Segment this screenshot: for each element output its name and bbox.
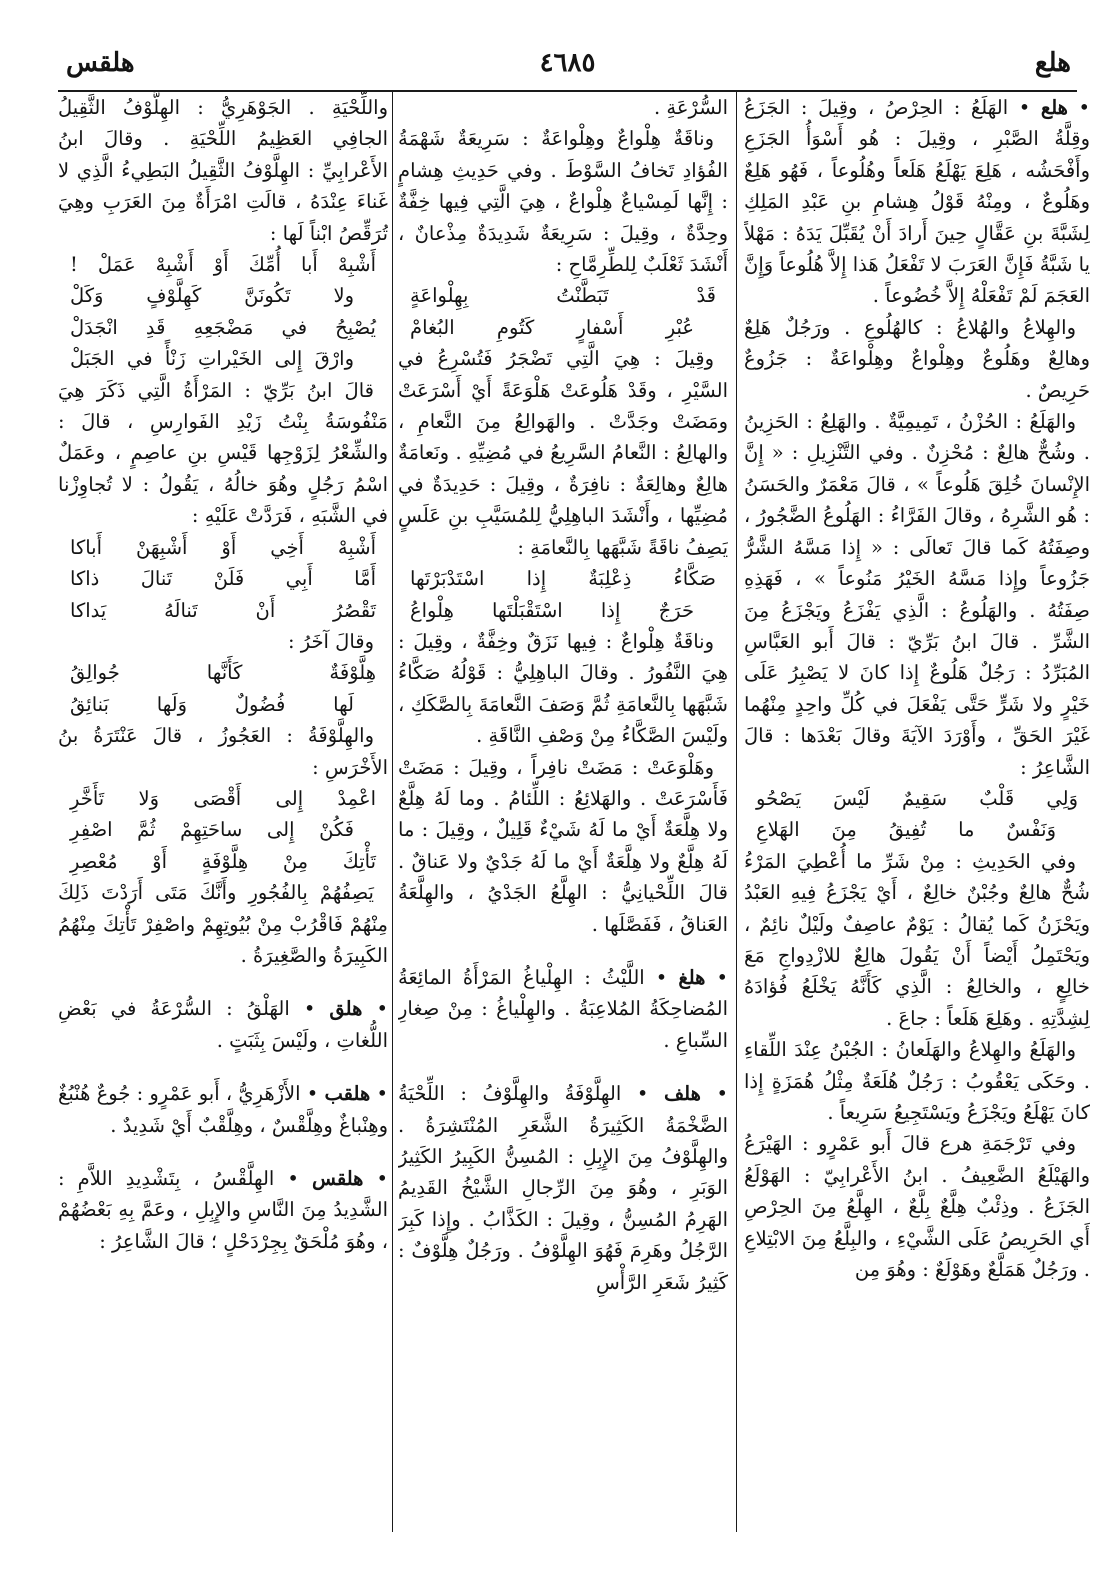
verse-line: عُبْرِ أَسْفارٍ كَتُومِ البُغامْ: [410, 315, 694, 339]
entry-halqas: • هلقس • الهِلَّقْسُ ، بِتَشْدِيدِ اللاَّمِ : الشَّدِيدُ مِنَ النَّاسِ والإِبِلِ ، وعَمَّ بِهِ بَعْضُهُمْ ، وهُوَ مُلْحَقٌ بِجِرْدَحْلٍ ؛ قالَ الشَّاعِرُ :: [58, 1167, 388, 1253]
column-right: [744, 92, 1090, 1532]
verse: [744, 783, 1090, 846]
verse-line: وارْقَ إِلى الخَيْراتِ زَنْأً في الجَبَلْ: [70, 347, 354, 371]
paragraph: وفي تَرْجَمَةِ هرع قالَ أَبو عَمْرٍو : الهَيْرَعُ والهَيْلَعُ الضَّعِيفُ . ابنُ الأَعْرابِيّ : الهَوْلَعُ الجَزَعُ . وذِئْبٌ هِلَّعٌ بِلَّعٌ ، الهِلَّعُ مِنَ الحِرْصِ أَي الحَرِيصُ عَلَى الشَّيْءِ ، والبِلَّعُ مِنَ الابْتِلاعِ . ورَجُلٌ هَمَلَّعٌ وهَوْلَعٌ : وهُوَ مِن: [744, 1132, 1090, 1282]
verse: [58, 532, 388, 626]
entry-text: الأَزْهَرِيُّ ، أَبو عَمْرٍو : جُوعٌ هُنْبُغٌ وهِنْباغٌ وهِلَّقْسٌ ، وهِلَّقْبٌ أَيْ شَدِيدٌ .: [58, 1082, 388, 1137]
page-header: [58, 44, 1077, 92]
entry-text: الهَلْقُ : السُّرْعَةُ في بَعْضِ اللُّغاتِ ، ولَيْسَ بِثَبَتٍ .: [58, 997, 388, 1052]
entry-headword: هلقس: [311, 1167, 364, 1190]
header-right-headword: هلع: [1034, 48, 1071, 78]
paragraph: وناقَةٌ هِلْواعٌ وهِلْواعَةٌ : سَرِيعَةٌ شَهْمَةُ الفُؤادِ تَخافُ السَّوْطَ . وفي حَدِيثِ هِشامٍ : إِنَّها لَمِسْياعٌ هِلْواعٌ ، هِيَ الَّتِي فِيها خِفَّةٌ وحِدَّةٌ ، وقِيلَ : سَرِيعَةٌ شَدِيدَةٌ مِذْعانٌ ، أَنْشَدَ ثَعْلَبٌ لِلطِّرِمَّاحِ :: [398, 127, 728, 277]
paragraph: السُّرْعَةِ .: [653, 96, 728, 119]
verse: [398, 563, 728, 626]
verse: [58, 783, 388, 877]
entry-text: الهِلَّوْفَةُ والهِلَّوْفُ : اللِّحْيَةُ الضَّخْمَةُ الكَثِيرَةُ الشَّعَرِ المُنْتَشِرَةُ . والهِلَّوْفُ مِنَ الإِبِلِ : المُسِنُّ الكَبِيرُ الكَثِيرُ الوَبَرِ ، وهُوَ مِنَ الرِّجالِ الشَّيْخُ القَدِيمُ الهَرِمُ المُسِنُّ ، وقِيلَ : الكَذَّابُ . وإِذا كَبِرَ الرَّجُلُ وهَرِمَ فَهُوَ الهِلَّوْفُ . ورَجُلٌ هِلَّوْفٌ : كَثِيرُ شَعَرِ الرَّأْسِ: [398, 1082, 728, 1294]
verse-line: تَقْصُرُ أَنْ تَنالَهُ يَداكا: [70, 598, 376, 622]
verse-line: وَلِي قَلْبٌ سَقِيمٌ لَيْسَ يَصْحُو: [756, 786, 1078, 810]
entry-hala: • هلع • الهَلَعُ : الحِرْصُ ، وقِيلَ : الجَزَعُ وقِلَّةُ الصَّبْرِ ، وقِيلَ : هُو أَسْوَأُ الجَزَعِ وأَفْحَشُه ، هَلِعَ يَهْلَعُ هَلَعاً وهُلُوعاً ، فَهُو هَلِعٌ وهَلُوعٌ ، ومِنْهُ قَوْلُ هِشامِ بنِ عَبْدِ المَلِكِ لِشَبَّةَ بنِ عَقَّالٍ حِينَ أَرادَ أَنْ يُقَبِّلَ يَدَهُ : مَهْلاً يا شَبَّةُ فَإِنَّ العَرَبَ لا تَفْعَلُ هَذا إِلاَّ هُلُوعاً وَإِنَّ العَجَمَ لَمْ تَفْعَلْهُ إِلاَّ خُضُوعاً .: [744, 96, 1090, 308]
paragraph: والهِلَّوْفَةُ : العَجُوزُ ، قالَ عَنْتَرَةُ بنُ الأَخْرَسِ :: [58, 724, 388, 779]
paragraph: قالَ ابنُ بَرِّيّ : المَرْأَةُ الَّتِي ذَكَرَ هِيَ مَنْفُوسَةُ بِنْتُ زَيْدِ الفَوارِسِ ، قالَ : والشِّعْرُ لِزَوْجِها قَيْسِ بنِ عاصِمٍ ، وعَمَلٌ اسْمُ رَجُلٍ وهُوَ خالُهُ ، يَقُولُ : لا تُجاوِزْنا في الشَّبَهِ ، فَرَدَّتْ عَلَيْهِ :: [58, 378, 388, 528]
column-middle: [398, 92, 728, 1532]
verse: [58, 657, 388, 720]
entry-headword: هلف: [663, 1082, 701, 1106]
header-left-headword: هلقس: [66, 48, 135, 78]
verse-line: وَنَفْسٌ ما تُفِيقُ مِنَ الهَلاعِ: [756, 818, 1056, 842]
entry-text: اللَّيْثُ : الهِلْياغُ المَرْأَةُ المائِعَةُ المُضاحِكَةُ المُلاعِبَةُ . والهِلْياغُ : مِنْ صِغارِ السِّباعِ .: [398, 965, 728, 1052]
paragraph: وقِيلَ : هِيَ الَّتِي تَضْجَرُ فَتُسْرِعُ في السَّيْرِ ، وقَدْ هَلُوعَتْ هَلْوَعَةً أَيْ أَسْرَعَتْ ومَضَتْ وجَدَّتْ . والهَوالِعُ مِنَ النَّعامِ ، والهالِعُ : النَّعامُ السَّرِيعُ في مُضِيِّهِ . ونَعامَةٌ هالِعٌ وهالِعَةٌ : نافِرَةٌ ، وقِيلَ : حَدِيدَةٌ في مُضِيِّها ، وأَنْشَدَ الباهِلِيُّ لِلمُسَيَّبِ بنِ عَلَسٍ يَصِفُ ناقَةً شَبَّهَها بِالنَّعامَةِ :: [398, 347, 728, 559]
verse-line: اعْمِدْ إِلى أَقْصَى وَلا تَأَخَّرِ: [70, 786, 376, 810]
entry-halqab: • هلقب • الأَزْهَرِيُّ ، أَبو عَمْرٍو : جُوعٌ هُنْبُغٌ وهِنْباغٌ وهِلَّقْسٌ ، وهِلَّقْبٌ أَيْ شَدِيدٌ .: [58, 1082, 388, 1137]
paragraph: واللِّحْيَةِ . الجَوْهَرِيُّ : الهِلَّوْفُ الثَّقِيلُ الجافِي العَظِيمُ اللِّحْيَةِ . وقالَ ابنُ الأَعْرابِيِّ : الهِلَّوْفُ الثَّقِيلُ البَطِيءُ الَّذِي لا غَناءَ عِنْدَهُ ، قالَتِ امْرَأَةٌ مِنَ العَرَبِ وهِيَ تُرَقِّصُ ابْناً لَها :: [58, 96, 388, 245]
verse: [398, 280, 728, 343]
paragraph: يَصِفُهُمْ بِالفُجُورِ وأَنَّكَ مَتَى أَرَدْتَ ذَلِكَ مِنْهُمْ فَاقْرُبْ مِنْ بُيُوتِهِمْ واصْفِرْ تَأْتِكَ مِنْهُمُ الكَبِيرَةُ والصَّغِيرَةُ .: [58, 881, 388, 967]
verse-line: هِلَّوْفَةٌ كَأَنَّها جُوالِقُ: [70, 661, 376, 685]
verse-line: قَدْ تَبَطَّنْتُ بِهِلْواعَةٍ: [410, 284, 716, 308]
entry-headword: هلقب: [324, 1082, 371, 1106]
entry-text: الهَلَعُ : الحِرْصُ ، وقِيلَ : الجَزَعُ وقِلَّةُ الصَّبْرِ ، وقِيلَ : هُو أَسْوَأُ الجَزَعِ وأَفْحَشُه ، هَلِعَ يَهْلَعُ هَلَعاً وهُلُوعاً ، فَهُو هَلِعٌ وهَلُوعٌ ، ومِنْهُ قَوْلُ هِشامِ بنِ عَبْدِ المَلِكِ لِشَبَّةَ بنِ عَقَّالٍ حِينَ أَرادَ أَنْ يُقَبِّلَ يَدَهُ : مَهْلاً يا شَبَّةُ فَإِنَّ العَرَبَ لا تَفْعَلُ هَذا إِلاَّ هُلُوعاً وَإِنَّ العَجَمَ لَمْ تَفْعَلْهُ إِلاَّ خُضُوعاً .: [744, 96, 1090, 308]
verse-line: حَرَجٌ إِذا اسْتَقْبَلْتَها هِلْواعُ: [410, 598, 694, 622]
paragraph: وقالَ آخَرُ :: [287, 629, 374, 653]
column-divider-left: [392, 92, 393, 1532]
verse-line: يُصْبِحُ في مَضْجَعِهِ قَدِ انْجَدَلْ: [70, 315, 376, 339]
verse-line: تَأْتِكَ مِنْ هِلَّوْفَةٍ أَوْ مُعْصِرِ: [70, 849, 376, 873]
entry-halaq: • هلق • الهَلْقُ : السُّرْعَةُ في بَعْضِ اللُّغاتِ ، ولَيْسَ بِثَبَتٍ .: [58, 997, 388, 1052]
verse-line: صَكَّاءُ ذِعْلِبَةٌ إِذا اسْتَدْبَرْتَها: [410, 567, 716, 591]
verse-line: أَمَّا أَبِي فَلَنْ تَنالَ ذاكا: [70, 567, 376, 591]
entry-headword: هلق: [329, 997, 363, 1021]
paragraph: والهَلَعُ والهِلاعُ والهَلَعانُ : الجُبْنُ عِنْدَ اللِّقاءِ . وحَكَى يَعْقُوبُ : رَجُلٌ هُلَعَةٌ مِثْلُ هُمَزَةٍ إِذا كانَ يَهْلَعُ ويَجْزَعُ ويَسْتَجِيعُ سَرِيعاً .: [744, 1038, 1090, 1124]
column-left: [58, 92, 388, 1532]
entry-headword: هلغ: [678, 965, 706, 989]
column-divider-right: [736, 92, 737, 1532]
verse-line: أَشْبِهْ أَبا أُمِّكَ أَوْ أَشْبِهْ عَمَلْ !: [70, 253, 376, 277]
verse-line: أَشْبِهْ أَخِي أَوْ أَشْبِهَنْ أَباكا: [70, 535, 376, 559]
entry-text: الهِلَّقْسُ ، بِتَشْدِيدِ اللاَّمِ : الشَّدِيدُ مِنَ النَّاسِ والإِبِلِ ، وعَمَّ بِهِ بَعْضُهُمْ ، وهُوَ مُلْحَقٌ بِجِرْدَحْلٍ ؛ قالَ الشَّاعِرُ :: [58, 1167, 388, 1253]
entry-headword: هلع: [1040, 96, 1068, 119]
paragraph: والهَلَعُ : الحُزْنُ ، تَمِيمِيَّةٌ . والهَلِعُ : الحَزِينُ . وشُحٌّ هالِعٌ : مُحْزِنٌ . وفي التَّنْزِيلِ : « إِنَّ الإِنْسانَ خُلِقَ هَلُوعاً » ، قالَ مَعْمَرٌ والحَسَنُ : هُو الشَّرِهُ ، وقالَ الفَرَّاءُ : الهَلُوعُ الضَّجُورُ ، وصِفَتُهُ كَما قالَ تَعالَى : « إِذا مَسَّهُ الشَّرُّ جَزُوعاً وإِذا مَسَّهُ الخَيْرُ مَنُوعاً » ، فَهَذِهِ صِفَتُهُ . والهَلُوعُ : الَّذِي يَفْزَعُ ويَجْزَعُ مِنَ الشَّرِّ . قالَ ابنُ بَرِّيّ : قالَ أَبو العَبَّاسِ المُبَرِّدُ : رَجُلٌ هَلُوعٌ إِذا كانَ لا يَصْبِرُ عَلَى خَيْرٍ ولا شَرٍّ حَتَّى يَفْعَلَ في كُلِّ واحِدٍ مِنْهُما غَيْرَ الحَقِّ ، وأَوْرَدَ الآيَةَ وقالَ بَعْدَها : قالَ الشَّاعِرُ :: [744, 410, 1090, 779]
page-number: ٤٦٨٥: [539, 48, 596, 78]
paragraph: وفي الحَدِيثِ : مِنْ شَرِّ ما أُعْطِيَ المَرْءُ شُحٌّ هالِعٌ وجُبْنٌ خالِعٌ ، أَيْ يَجْزَعُ فِيهِ العَبْدُ ويَحْزَنُ كَما يُقالُ : يَوْمٌ عاصِفٌ ولَيْلٌ نائِمٌ ، ويَحْتَمِلُ أَيْضاً أَنْ يَقُولَ هالِعٌ للازْدِواجِ مَعَ خالِعٍ ، والخالِعُ : الَّذِي كَأَنَّهُ يَخْلَعُ فُؤادَهُ لِشِدَّتِهِ . وهَلِعَ هَلَعاً : جاعَ .: [744, 849, 1090, 1030]
paragraph: وهَلْوَعَتْ : مَضَتْ نافِراً ، وقِيلَ : مَضَتْ فَأَسْرَعَتْ . والهَلائِعُ : اللِّئامُ . وما لَهُ هِلَّعٌ ولا هِلَّعَةٌ أَيْ ما لَهُ شَيْءٌ قَلِيلٌ ، وقِيلَ : ما لَهُ هِلَّعٌ ولا هِلَّعَةٌ أَيْ ما لَهُ جَدْيٌ ولا عَناقٌ . قالَ اللِّحْيانِيُّ : الهِلَّعُ الجَدْيُ ، والهِلَّعَةُ العَناقُ ، فَفَصَّلَها .: [398, 755, 728, 936]
verse-line: لَها فُضُولٌ وَلَها بَنائِقُ: [70, 692, 354, 716]
entry-halaf: • هلف • الهِلَّوْفَةُ والهِلَّوْفُ : اللِّحْيَةُ الضَّخْمَةُ الكَثِيرَةُ الشَّعَرِ المُنْتَشِرَةُ . والهِلَّوْفُ مِنَ الإِبِلِ : المُسِنُّ الكَبِيرُ الكَثِيرُ الوَبَرِ ، وهُوَ مِنَ الرِّجالِ الشَّيْخُ القَدِيمُ الهَرِمُ المُسِنُّ ، وقِيلَ : الكَذَّابُ . وإِذا كَبِرَ الرَّجُلُ وهَرِمَ فَهُوَ الهِلَّوْفُ . ورَجُلٌ هِلَّوْفٌ : كَثِيرُ شَعَرِ الرَّأْسِ: [398, 1082, 728, 1294]
entry-halagh: • هلغ • اللَّيْثُ : الهِلْياغُ المَرْأَةُ المائِعَةُ المُضاحِكَةُ المُلاعِبَةُ . والهِلْياغُ : مِنْ صِغارِ السِّباعِ .: [398, 965, 728, 1052]
paragraph: والهِلاعُ والهُلاعُ : كالهُلُوعِ . ورَجُلٌ هَلِعٌ وهالِعٌ وهَلُوعٌ وهِلْواعٌ وهِلْواعَةٌ : جَزُوعٌ حَرِيصٌ .: [744, 315, 1090, 402]
verse-line: فَكُنْ إِلى ساحَتِهِمْ ثُمَّ اصْفِرِ: [70, 818, 354, 842]
paragraph: وناقَةٌ هِلْواعٌ : فِيها نَزَقٌ وخِفَّةٌ ، وقِيلَ : هِيَ النَّفُورُ . وقالَ الباهِلِيُّ : قَوْلُهُ صَكَّاءُ شَبَّهَها بِالنَّعامَةِ ثُمَّ وَصَفَ النَّعامَةَ بِالصَّكَكِ ، ولَيْسَ الصَّكَّاءُ مِنْ وَصْفِ النَّاقَةِ .: [398, 629, 728, 748]
verse-line: ولا تَكُونَنَّ كَهِلَّوْفٍ وَكَلْ: [70, 284, 354, 308]
verse: [58, 249, 388, 375]
